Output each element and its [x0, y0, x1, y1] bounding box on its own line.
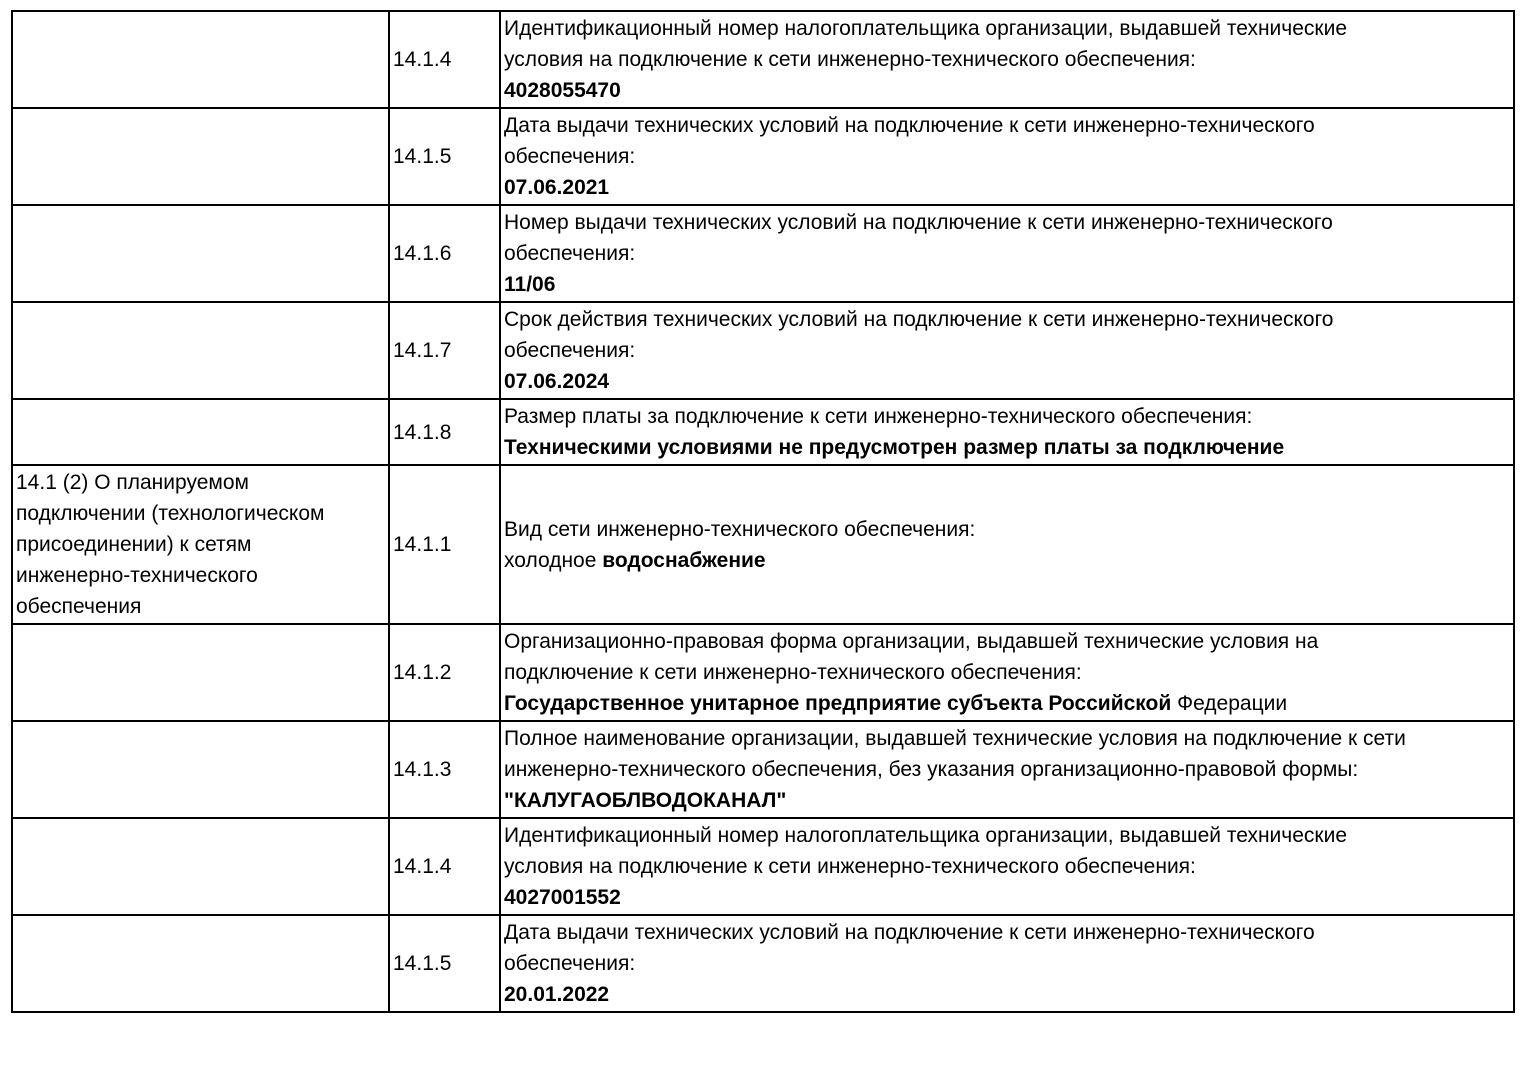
content-cell — [500, 915, 1514, 1012]
field-value-line — [504, 979, 1509, 1010]
table-row — [12, 108, 1514, 205]
section-line: обеспечения — [16, 595, 142, 618]
item-number: 14.1.5 — [393, 952, 452, 975]
item-number: 14.1.8 — [393, 420, 452, 444]
item-number: 14.1.7 — [393, 339, 452, 362]
item-number: 14.1.6 — [393, 242, 452, 265]
table-row — [12, 399, 1514, 465]
section-line: инженерно-технического — [16, 564, 258, 587]
field-label-line: Дата выдачи технических условий на подключение к сети инженерно-технического — [504, 921, 1315, 944]
declaration-table — [11, 10, 1515, 1013]
field-label-line: обеспечения: — [504, 242, 636, 265]
table-row — [12, 11, 1514, 108]
value-segment: Техническими условиями не предусмотрен размер платы за подключение — [504, 436, 1285, 459]
table-row — [12, 818, 1514, 915]
table-row — [12, 302, 1514, 399]
table-row — [12, 465, 1514, 624]
field-value-line — [504, 366, 1509, 397]
item-number-cell — [389, 399, 500, 465]
content-cell — [500, 205, 1514, 302]
field-label-line: Номер выдачи технических условий на подключение к сети инженерно-технического — [504, 211, 1333, 234]
table-row — [12, 721, 1514, 818]
content-cell — [500, 465, 1514, 624]
field-value-line — [504, 172, 1509, 203]
field-value-line — [504, 688, 1509, 719]
item-number-cell — [389, 302, 500, 399]
section-line: подключении (технологическом — [16, 502, 325, 525]
item-number: 14.1.5 — [393, 145, 452, 168]
value-segment: 4027001552 — [504, 886, 621, 909]
content-cell — [500, 302, 1514, 399]
value-segment: 07.06.2021 — [504, 176, 610, 199]
section-cell — [12, 11, 389, 108]
field-value-line — [504, 269, 1509, 300]
item-number-cell — [389, 818, 500, 915]
item-number: 14.1.4 — [393, 48, 452, 71]
value-segment: холодное — [504, 548, 603, 572]
table-row — [12, 624, 1514, 721]
field-label-line: обеспечения: — [504, 952, 636, 975]
table-row — [12, 205, 1514, 302]
section-cell — [12, 915, 389, 1012]
item-number-cell — [389, 721, 500, 818]
field-value-line — [504, 785, 1509, 816]
item-number: 14.1.1 — [393, 533, 452, 556]
field-value-line — [504, 545, 1509, 576]
value-segment: 20.01.2022 — [504, 983, 610, 1006]
item-number-cell — [389, 915, 500, 1012]
item-number-cell — [389, 108, 500, 205]
content-cell — [500, 818, 1514, 915]
value-segment: водоснабжение — [602, 548, 766, 572]
field-value-line — [504, 882, 1509, 913]
field-label-line: Размер платы за подключение к сети инженерно-технического обеспечения: — [504, 405, 1253, 428]
table-row — [12, 915, 1514, 1012]
field-label-line: Идентификационный номер налогоплательщика организации, выдавшей технические — [504, 824, 1348, 847]
section-cell — [12, 818, 389, 915]
section-cell — [12, 465, 389, 624]
section-cell — [12, 624, 389, 721]
item-number-cell — [389, 624, 500, 721]
field-label-line: Идентификационный номер налогоплательщика организации, выдавшей технические — [504, 17, 1348, 40]
value-segment: 4028055470 — [504, 79, 621, 102]
content-cell — [500, 721, 1514, 818]
table-body — [12, 11, 1514, 1012]
item-number-cell — [389, 465, 500, 624]
value-segment: Федерации — [1171, 692, 1288, 715]
section-cell — [12, 205, 389, 302]
section-line: присоединении) к сетям — [16, 533, 252, 556]
item-number-cell — [389, 11, 500, 108]
value-segment: 11/06 — [504, 273, 556, 296]
field-label-line: обеспечения: — [504, 339, 636, 362]
section-cell — [12, 302, 389, 399]
field-value-line — [504, 75, 1509, 106]
content-cell — [500, 11, 1514, 108]
field-label-line: Срок действия технических условий на подключение к сети инженерно-технического — [504, 308, 1334, 331]
content-cell — [500, 108, 1514, 205]
field-label-line: условия на подключение к сети инженерно-технического обеспечения: — [504, 48, 1196, 71]
field-value-line — [504, 432, 1509, 463]
item-number: 14.1.4 — [393, 855, 452, 878]
value-segment: "КАЛУГАОБЛВОДОКАНАЛ" — [504, 789, 787, 812]
section-line: 14.1 (2) О планируемом — [16, 471, 249, 494]
field-label-line: Вид сети инженерно-технического обеспечения: — [504, 517, 976, 541]
field-label-line: подключение к сети инженерно-технического обеспечения: — [504, 661, 1082, 684]
document-page — [0, 10, 1529, 1080]
value-segment: Государственное унитарное предприятие субъекта Российской — [504, 692, 1172, 715]
item-number: 14.1.3 — [393, 758, 452, 781]
content-cell — [500, 624, 1514, 721]
section-cell — [12, 108, 389, 205]
value-segment: 07.06.2024 — [504, 370, 610, 393]
section-cell — [12, 399, 389, 465]
section-cell — [12, 721, 389, 818]
field-label-line: Полное наименование организации, выдавшей технические условия на подключение к сети — [504, 727, 1406, 750]
field-label-line: Организационно-правовая форма организации, выдавшей технические условия на — [504, 630, 1319, 653]
item-number-cell — [389, 205, 500, 302]
item-number: 14.1.2 — [393, 661, 452, 684]
content-cell — [500, 399, 1514, 465]
field-label-line: инженерно-технического обеспечения, без указания организационно-правовой формы: — [504, 758, 1359, 781]
field-label-line: условия на подключение к сети инженерно-технического обеспечения: — [504, 855, 1196, 878]
field-label-line: Дата выдачи технических условий на подключение к сети инженерно-технического — [504, 114, 1315, 137]
field-label-line: обеспечения: — [504, 145, 636, 168]
